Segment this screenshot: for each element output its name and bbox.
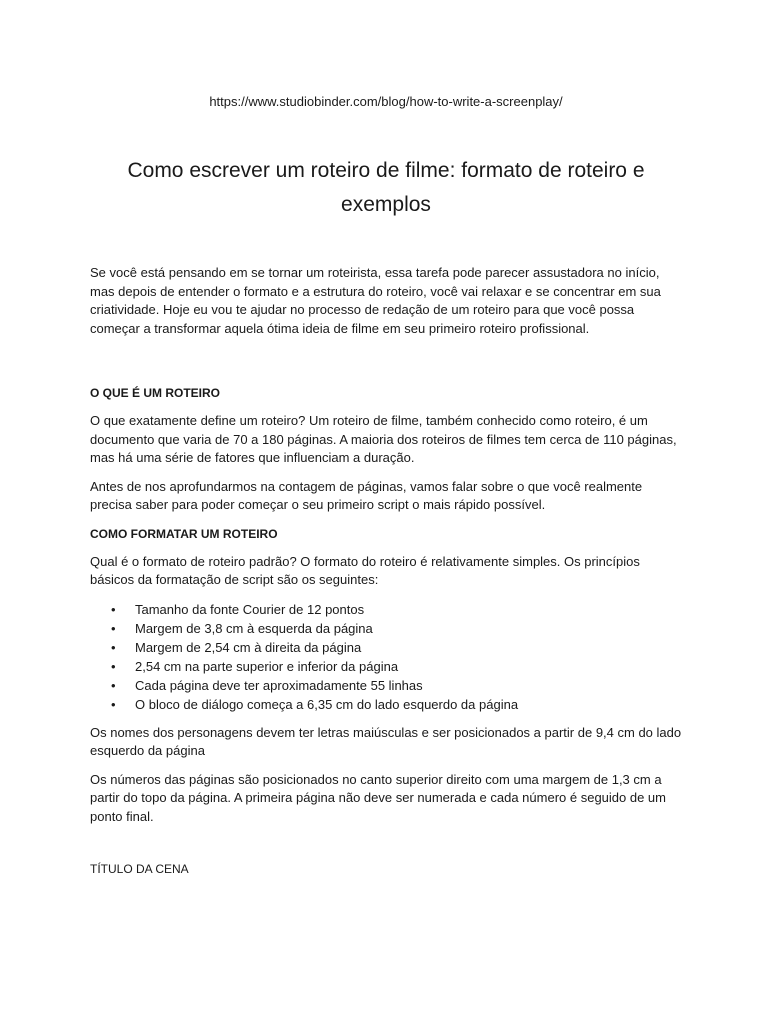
paragraph: Os números das páginas são posicionados no canto superior direito com uma margem de 1,3 cm a partir do topo da página. A primeira página não deve ser numerada e cada número é seguido de um ponto final. xyxy=(90,771,666,824)
list-item xyxy=(90,600,682,619)
list-item-text: Margem de 2,54 cm à direita da página xyxy=(135,639,362,655)
list-item-text: 2,54 cm na parte superior e inferior da página xyxy=(135,658,399,674)
source-url: https://www.studiobinder.com/blog/how-to-write-a-screenplay/ xyxy=(209,94,563,109)
formatting-rules-list xyxy=(90,600,682,714)
paragraph: Antes de nos aprofundarmos na contagem de páginas, vamos falar sobre o que você realmente precisa saber para poder começar o seu primeiro script o mais rápido possível. xyxy=(90,478,643,512)
paragraph: Os nomes dos personagens devem ter letras maiúsculas e ser posicionados a partir de 9,4 cm do lado esquerdo da página xyxy=(90,724,682,758)
list-item-text: O bloco de diálogo começa a 6,35 cm do lado esquerdo da página xyxy=(135,696,519,712)
section-heading-what-is: O QUE É UM ROTEIRO xyxy=(90,386,221,400)
bullet-icon: • xyxy=(111,658,116,674)
bullet-icon: • xyxy=(111,601,116,617)
list-item xyxy=(90,619,682,638)
list-item xyxy=(90,676,682,695)
paragraph: Qual é o formato de roteiro padrão? O formato do roteiro é relativamente simples. Os princípios básicos da formatação de script são os seguintes: xyxy=(90,553,640,587)
intro-paragraph: Se você está pensando em se tornar um roteirista, essa tarefa pode parecer assustadora no início, mas depois de entender o formato e a estrutura do roteiro, você vai relaxar e se concentrar em sua criatividade. Hoje eu vou te ajudar no processo de redação de um roteiro para que você possa começar a transformar aquela ótima ideia de filme em seu primeiro roteiro profissional. xyxy=(90,265,661,336)
list-item-text: Tamanho da fonte Courier de 12 pontos xyxy=(135,601,365,617)
list-item xyxy=(90,638,682,657)
list-item-text: Cada página deve ter aproximadamente 55 linhas xyxy=(135,677,423,693)
list-item xyxy=(90,657,682,676)
bullet-icon: • xyxy=(111,696,116,712)
list-item xyxy=(90,695,682,714)
bullet-icon: • xyxy=(111,677,116,693)
paragraph: O que exatamente define um roteiro? Um roteiro de filme, também conhecido como roteiro, é um documento que varia de 70 a 180 páginas. A maioria dos roteiros de filmes tem cerca de 110 páginas, mas há uma série de fatores que influenciam a duração. xyxy=(90,413,677,465)
bullet-icon: • xyxy=(111,620,116,636)
list-item-text: Margem de 3,8 cm à esquerda da página xyxy=(135,620,373,636)
scene-heading-label: TÍTULO DA CENA xyxy=(90,862,189,876)
document-body xyxy=(90,92,682,878)
section-heading-how-to-format: COMO FORMATAR UM ROTEIRO xyxy=(90,526,278,541)
bullet-icon: • xyxy=(111,639,116,655)
document-title: Como escrever um roteiro de filme: formato de roteiro e exemplos xyxy=(127,159,645,216)
